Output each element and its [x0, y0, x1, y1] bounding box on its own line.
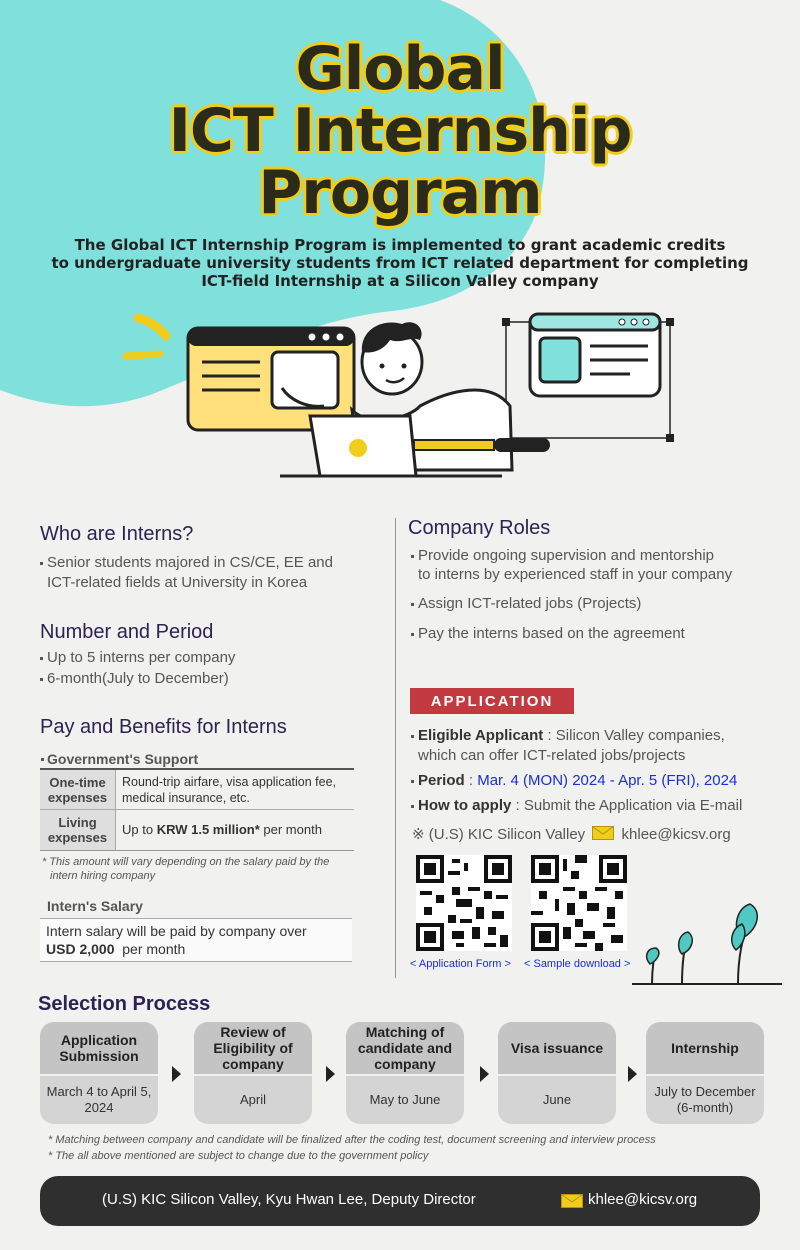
eligible-label: Eligible Applicant — [418, 727, 544, 744]
table-key: Living expenses — [40, 810, 116, 850]
salary-amount: USD 2,000 — [46, 941, 115, 957]
who-item-line-1: Senior students majored in CS/CE, EE and — [47, 554, 333, 571]
contact-email[interactable]: khlee@kicsv.org — [621, 826, 731, 843]
selection-note-1: * Matching between company and candidate will be finalized after the coding test, document screening and interview process — [48, 1134, 656, 1146]
number-heading: Number and Period — [40, 621, 214, 643]
number-item-1: Up to 5 interns per company — [47, 649, 236, 666]
salary-suffix: per month — [118, 941, 186, 957]
title-line-3: Program — [258, 158, 542, 228]
eligible-line-2: which can offer ICT-related jobs/projects — [418, 747, 686, 764]
number-item-2: 6-month(July to December) — [47, 670, 229, 687]
step-title: Application Submission — [40, 1022, 158, 1074]
qr1-caption[interactable]: < Application Form > — [410, 958, 511, 970]
envelope-icon — [592, 826, 614, 840]
period-sep: : — [464, 772, 478, 789]
pay-heading: Pay and Benefits for Interns — [40, 716, 287, 738]
footer — [40, 1176, 760, 1226]
step-date: April — [194, 1076, 312, 1124]
benefits-table — [40, 768, 354, 851]
title-line-2: ICT Internship — [168, 96, 632, 166]
value-suffix: per month — [263, 822, 322, 837]
arrow-icon — [628, 1066, 637, 1082]
qr2-caption[interactable]: < Sample download > — [524, 958, 631, 970]
value-prefix: Up to — [122, 822, 154, 837]
process-step — [194, 1022, 312, 1124]
process-step — [646, 1022, 764, 1124]
plant-icon — [632, 898, 782, 988]
who-item-line-2: ICT-related fields at University in Korea — [47, 574, 308, 591]
qr-code[interactable] — [531, 855, 627, 951]
step-date: March 4 to April 5, 2024 — [40, 1076, 158, 1124]
table-value: Round-trip airfare, visa application fee, medical insurance, etc. — [122, 774, 337, 805]
process-step — [498, 1022, 616, 1124]
how-to-apply — [418, 796, 742, 816]
step-title: Review of Eligibility of company — [194, 1022, 312, 1074]
salary-line-1: Intern salary will be paid by company over — [46, 923, 307, 939]
arrow-icon — [326, 1066, 335, 1082]
company-item-3: Pay the interns based on the agreement — [418, 625, 685, 642]
step-date: May to June — [346, 1076, 464, 1124]
contact-prefix: ※ (U.S) KIC Silicon Valley — [412, 826, 586, 843]
pay-note-line-2: intern hiring company — [50, 870, 156, 882]
table-value — [116, 810, 354, 850]
qr-code[interactable] — [416, 855, 512, 951]
period-label: Period — [418, 772, 465, 789]
step-title: Matching of candidate and company — [346, 1022, 464, 1074]
table-row — [40, 810, 354, 850]
selection-heading: Selection Process — [38, 993, 211, 1015]
subtitle-line-1: The Global ICT Internship Program is implemented to grant academic credits — [74, 236, 726, 254]
salary-heading: Intern's Salary — [47, 898, 143, 914]
step-title: Internship — [646, 1022, 764, 1074]
arrow-icon — [480, 1066, 489, 1082]
howto-text: : Submit the Application via E-mail — [511, 797, 743, 814]
eligible-text: : Silicon Valley companies, — [543, 727, 725, 744]
selection-note-2: * The all above mentioned are subject to change due to the government policy — [48, 1150, 429, 1162]
pay-note-line-1: * This amount will vary depending on the salary paid by the — [42, 856, 330, 868]
subtitle-line-2: to undergraduate university students from ICT related department for completing — [51, 254, 749, 272]
step-date: June — [498, 1076, 616, 1124]
step-date: July to December (6-month) — [646, 1076, 764, 1124]
footer-contact-name: (U.S) KIC Silicon Valley, Kyu Hwan Lee, Deputy Director — [102, 1191, 476, 1208]
subtitle-line-3: ICT-field Internship at a Silicon Valley company — [201, 272, 599, 290]
howto-label: How to apply — [418, 797, 512, 814]
eligible-applicant — [418, 726, 725, 746]
company-item-1-line-2: to interns by experienced staff in your company — [418, 566, 733, 583]
period-value: Mar. 4 (MON) 2024 - Apr. 5 (FRI), 2024 — [477, 772, 738, 789]
salary-line-2 — [46, 940, 346, 958]
gov-support-heading: Government's Support — [47, 751, 199, 767]
period — [418, 771, 737, 791]
gov-support-bullet — [41, 758, 44, 761]
value-bold: KRW 1.5 million* — [156, 822, 260, 837]
table-key: One-time expenses — [40, 770, 116, 809]
step-title: Visa issuance — [498, 1022, 616, 1074]
column-divider — [395, 518, 396, 978]
process-step — [346, 1022, 464, 1124]
arrow-icon — [172, 1066, 181, 1082]
company-item-2: Assign ICT-related jobs (Projects) — [418, 595, 642, 612]
salary-box — [40, 918, 352, 962]
subtitle — [40, 236, 760, 290]
footer-email[interactable]: khlee@kicsv.org — [588, 1191, 698, 1208]
application-badge: APPLICATION — [410, 688, 574, 714]
title-line-1: Global — [295, 34, 505, 104]
contact-line — [412, 825, 731, 845]
envelope-icon — [561, 1194, 583, 1208]
person-laptop-illustration — [120, 310, 690, 490]
company-heading: Company Roles — [408, 517, 551, 539]
company-item-1-line-1: Provide ongoing supervision and mentorship — [418, 547, 715, 564]
table-row — [40, 770, 354, 810]
process-step — [40, 1022, 158, 1124]
who-heading: Who are Interns? — [40, 523, 194, 545]
